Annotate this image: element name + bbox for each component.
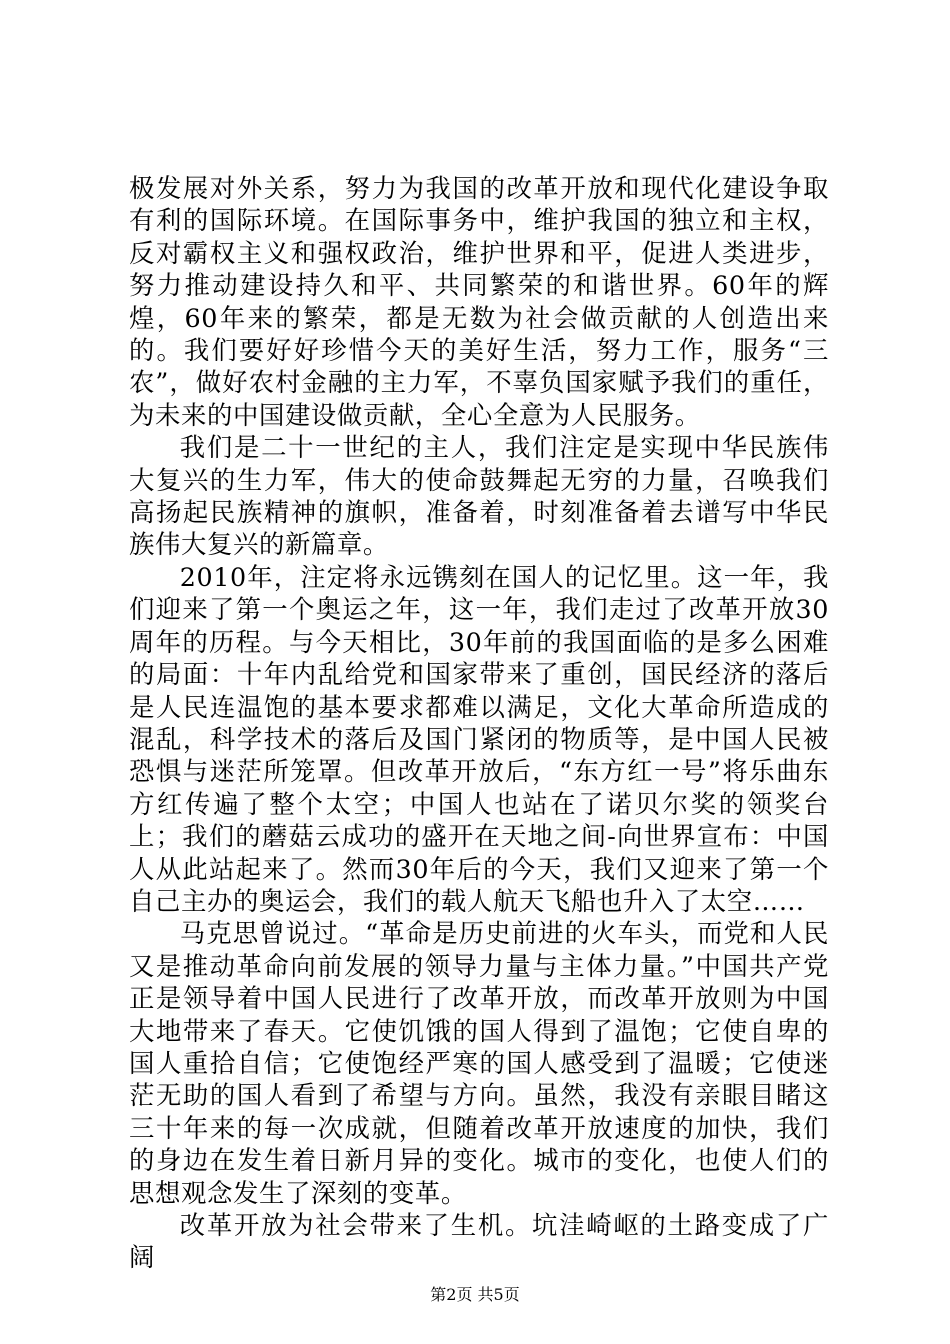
page-footer: 第2页 共5页 bbox=[430, 1285, 520, 1304]
paragraph-2: 我们是二十一世纪的主人，我们注定是实现中华民族伟大复兴的生力军，伟大的使命鼓舞起无穷的力量，召唤我们高扬起民族精神的旗帜，准备着，时刻准备着去谱写中华民族伟大复兴的新篇章。 bbox=[129, 432, 829, 560]
paragraph-5: 改革开放为社会带来了生机。坑洼崎岖的土路变成了广阔 bbox=[129, 1210, 829, 1273]
paragraph-3: 2010年，注定将永远镌刻在国人的记忆里。这一年，我们迎来了第一个奥运之年，这一年，我们走过了改革开放30周年的历程。与今天相比，30年前的我国面临的是多么困难的局面：十年内乱给党和国家带来了重创，国民经济的落后是人民连温饱的基本要求都难以满足，文化大革命所造成的混乱，科学技术的落后及国门紧闭的物质等，是中国人民被恐惧与迷茫所笼罩。但改革开放后，“东方红一号”将乐曲东方红传遍了整个太空；中国人也站在了诺贝尔奖的领奖台上；我们的蘑菇云成功的盛开在天地之间-向世界宣布：中国人从此站起来了。然而30年后的今天，我们又迎来了第一个自己主办的奥运会，我们的载人航天飞船也升入了太空…… bbox=[129, 561, 829, 916]
document-body bbox=[129, 172, 829, 1274]
paragraph-4: 马克思曾说过。“革命是历史前进的火车头，而党和人民又是推动革命向前发展的领导力量与主体力量。”中国共产党正是领导着中国人民进行了改革开放，而改革开放则为中国大地带来了春天。它使饥饿的国人得到了温饱；它使自卑的国人重拾自信；它使饱经严寒的国人感受到了温暖；它使迷茫无助的国人看到了希望与方向。虽然，我没有亲眼目睹这三十年来的每一次成就，但随着改革开放速度的加快，我们的身边在发生着日新月异的变化。城市的变化，也使人们的思想观念发生了深刻的变革。 bbox=[129, 918, 829, 1208]
paragraph-1: 极发展对外关系，努力为我国的改革开放和现代化建设争取有利的国际环境。在国际事务中，维护我国的独立和主权，反对霸权主义和强权政治，维护世界和平，促进人类进步，努力推动建设持久和平、共同繁荣的和谐世界。60年的辉煌，60年来的繁荣，都是无数为社会做贡献的人创造出来的。我们要好好珍惜今天的美好生活，努力工作，服务“三农”，做好农村金融的主力军，不辜负国家赋予我们的重任，为未来的中国建设做贡献，全心全意为人民服务。 bbox=[129, 173, 829, 430]
